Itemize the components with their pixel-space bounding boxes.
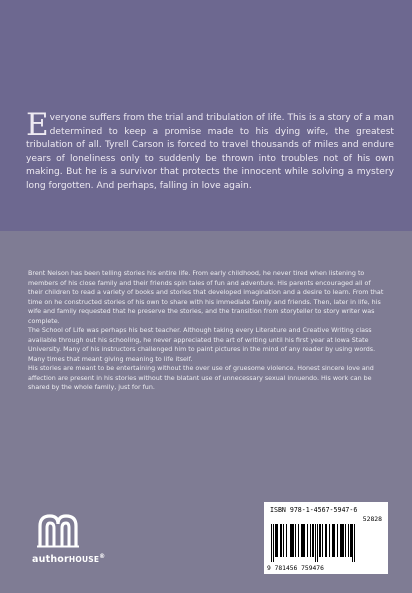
barcode-bar — [312, 524, 314, 557]
barcode-bar — [292, 524, 294, 557]
price-code: 52828 — [362, 515, 382, 523]
barcode-bar — [303, 524, 305, 557]
bio-paragraph: The School of Life was perhaps his best teacher. Although taking every Literature and Creative Writing class available through out his schooling, he never appreciated the art of writing until his first year at Iowa State University. Many of his instructors challenged him to paint pictures in the mind of any reader by using words. Many times that meant giving meaning to life itself. — [28, 327, 376, 363]
barcode-bar — [273, 524, 274, 562]
blurb-text: veryone suffers from the trial and tribulation of life. This is a story of a man determined to keep a promise made to his dying wife, the greatest tribulation of all. Tyrell Carson is forced to travel thousands of miles and endure years of loneliness only to suddenly be thrown into troubles not of his own making. But he is a survivor that protects the innocent while solving a mystery long forgotten. And perhaps, falling in love again. — [26, 113, 394, 191]
barcode-bar — [301, 524, 303, 557]
barcode-bar — [352, 524, 353, 562]
isbn-barcode — [264, 502, 388, 574]
barcode-bar — [275, 524, 277, 557]
barcode-bar — [348, 524, 349, 557]
barcode-bar — [310, 524, 311, 557]
barcode-bar — [325, 524, 327, 557]
barcode-bar — [332, 524, 334, 557]
barcode-bar — [290, 524, 292, 557]
barcode-bar — [354, 524, 355, 562]
barcode-bar — [340, 524, 342, 557]
barcode-bar — [315, 524, 316, 562]
barcode-bar — [334, 524, 335, 557]
barcode-bar — [283, 524, 284, 557]
publisher-name: authorHOUSE® — [32, 553, 106, 566]
barcode-bar — [307, 524, 308, 557]
book-blurb — [26, 107, 394, 194]
barcode-bar — [337, 524, 338, 557]
barcode-bar — [295, 524, 296, 557]
authorhouse-logo-icon — [36, 512, 80, 548]
barcode-bar — [271, 524, 272, 562]
bio-paragraph: His stories are meant to be entertaining without the over use of gruesome violence. Honest sincere love and affection are present in his stories without the blatant use of unnecessary sexual innuendo. His work can be shared by the whole family, just for fun. — [28, 365, 374, 391]
author-bio — [28, 269, 384, 393]
barcode-bar — [342, 524, 344, 557]
barcode-bar — [322, 524, 323, 557]
isbn-text: ISBN 978-1-4567-5947-6 — [270, 506, 358, 514]
barcode-bar — [298, 524, 299, 557]
blurb-panel — [0, 0, 412, 231]
barcode-bar — [317, 524, 318, 562]
barcode-bar — [345, 524, 346, 557]
barcode-bar — [329, 524, 330, 557]
barcode-digits: 9 781456 759476 — [267, 565, 324, 572]
bio-paragraph: Brent Nelson has been telling stories his entire life. From early childhood, he never tired when listening to members of his close family and their friends spin tales of fun and adventure. His parents encouraged all of their children to read a variety of books and stories that developed imagination and a desire to learn. From that time on he constructed stories of his own to share with his immediate family and friends. Then, later in life, his wife and family requested that he preserve the stories, and the transition from storyteller to story writer was complete. — [28, 270, 384, 325]
barcode-bar — [319, 524, 321, 557]
barcode-bar — [286, 524, 287, 557]
barcode-bars — [270, 524, 382, 562]
publisher-logo — [32, 512, 112, 574]
drop-cap: E — [26, 107, 49, 143]
barcode-bar — [277, 524, 278, 557]
barcode-bar — [280, 524, 282, 557]
barcode-bar — [350, 524, 352, 557]
